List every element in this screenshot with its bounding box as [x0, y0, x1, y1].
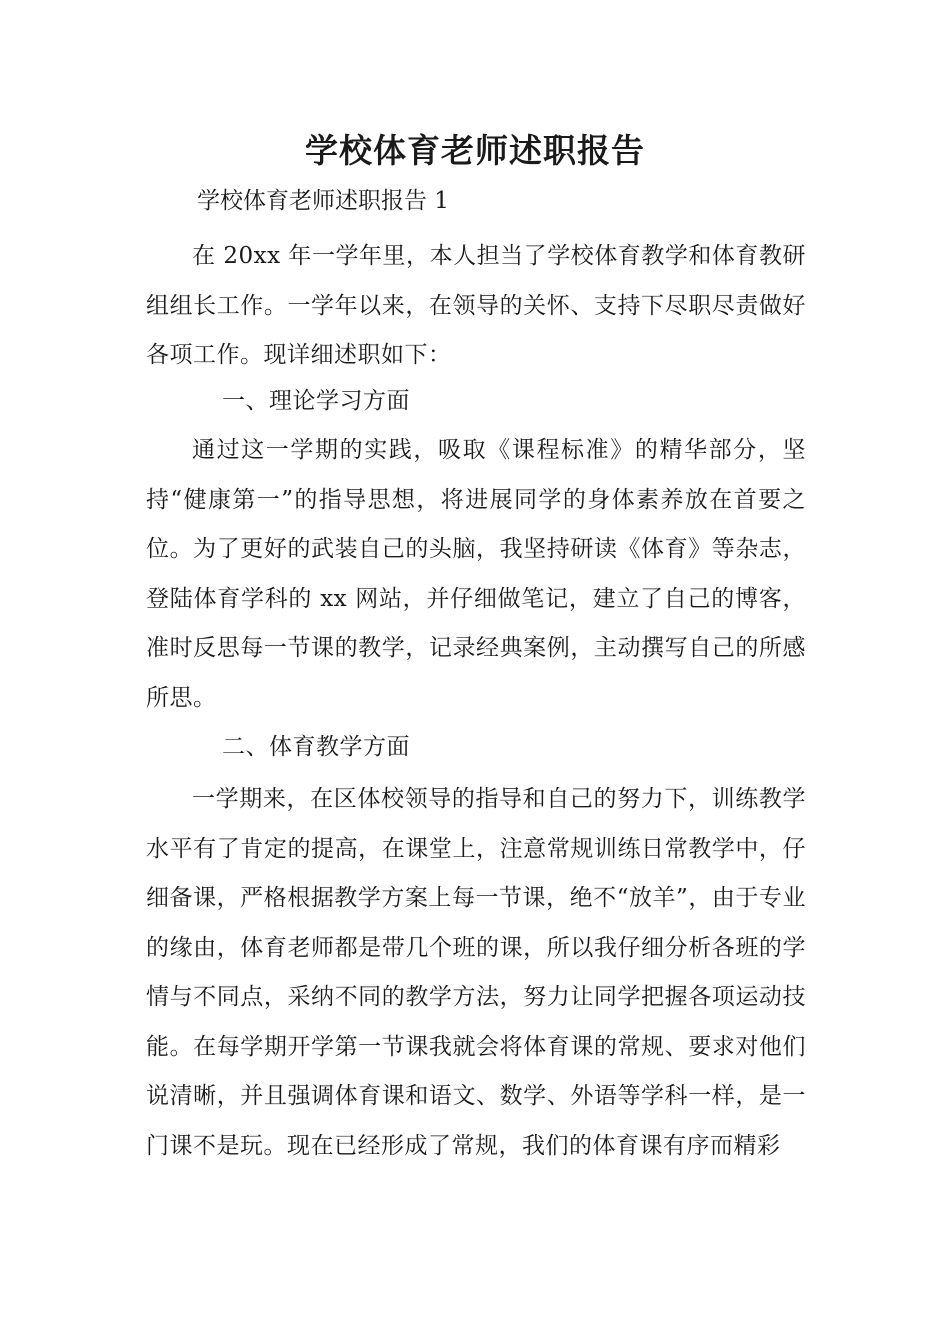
section-body-teaching: 一学期来，在区体校领导的指导和自己的努力下，训练教学水平有了肯定的提高，在课堂上，注意常规训练日常教学中，仔细备课，严格根据教学方案上每一节课，绝不“放羊”，由于专业的缘由，体育老师都是带几个班的课，所以我仔细分析各班的学情与不同点，采纳不同的教学方法，努力让同学把握各项运动技能。在每学期开学第一节课我就会将体育课的常规、要求对他们说清晰，并且强调体育课和语文、数学、外语等学科一样，是一门课不是玩。现在已经形成了常规，我们的体育课有序而精彩	[146, 786, 806, 1159]
intro-paragraph: 在 20xx 年一学年里，本人担当了学校体育教学和体育教研组组长工作。一学年以来，在领导的关怀、支持下尽职尽责做好各项工作。现详细述职如下：	[146, 243, 806, 368]
section-heading-teaching: 二、体育教学方面	[222, 734, 410, 760]
document-subtitle: 学校体育老师述职报告 1	[197, 188, 449, 214]
document-title: 学校体育老师述职报告	[305, 131, 645, 170]
section-body-theory: 通过这一学期的实践，吸取《课程标准》的精华部分，坚持“健康第一”的指导思想，将进展同学的身体素养放在首要之位。为了更好的武装自己的头脑，我坚持研读《体育》等杂志，登陆体育学科的 xx 网站，并仔细做笔记，建立了自己的博客，准时反思每一节课的教学，记录经典案例，主动撰写自己的所感所思。	[146, 437, 806, 711]
section-heading-theory: 一、理论学习方面	[222, 388, 410, 414]
